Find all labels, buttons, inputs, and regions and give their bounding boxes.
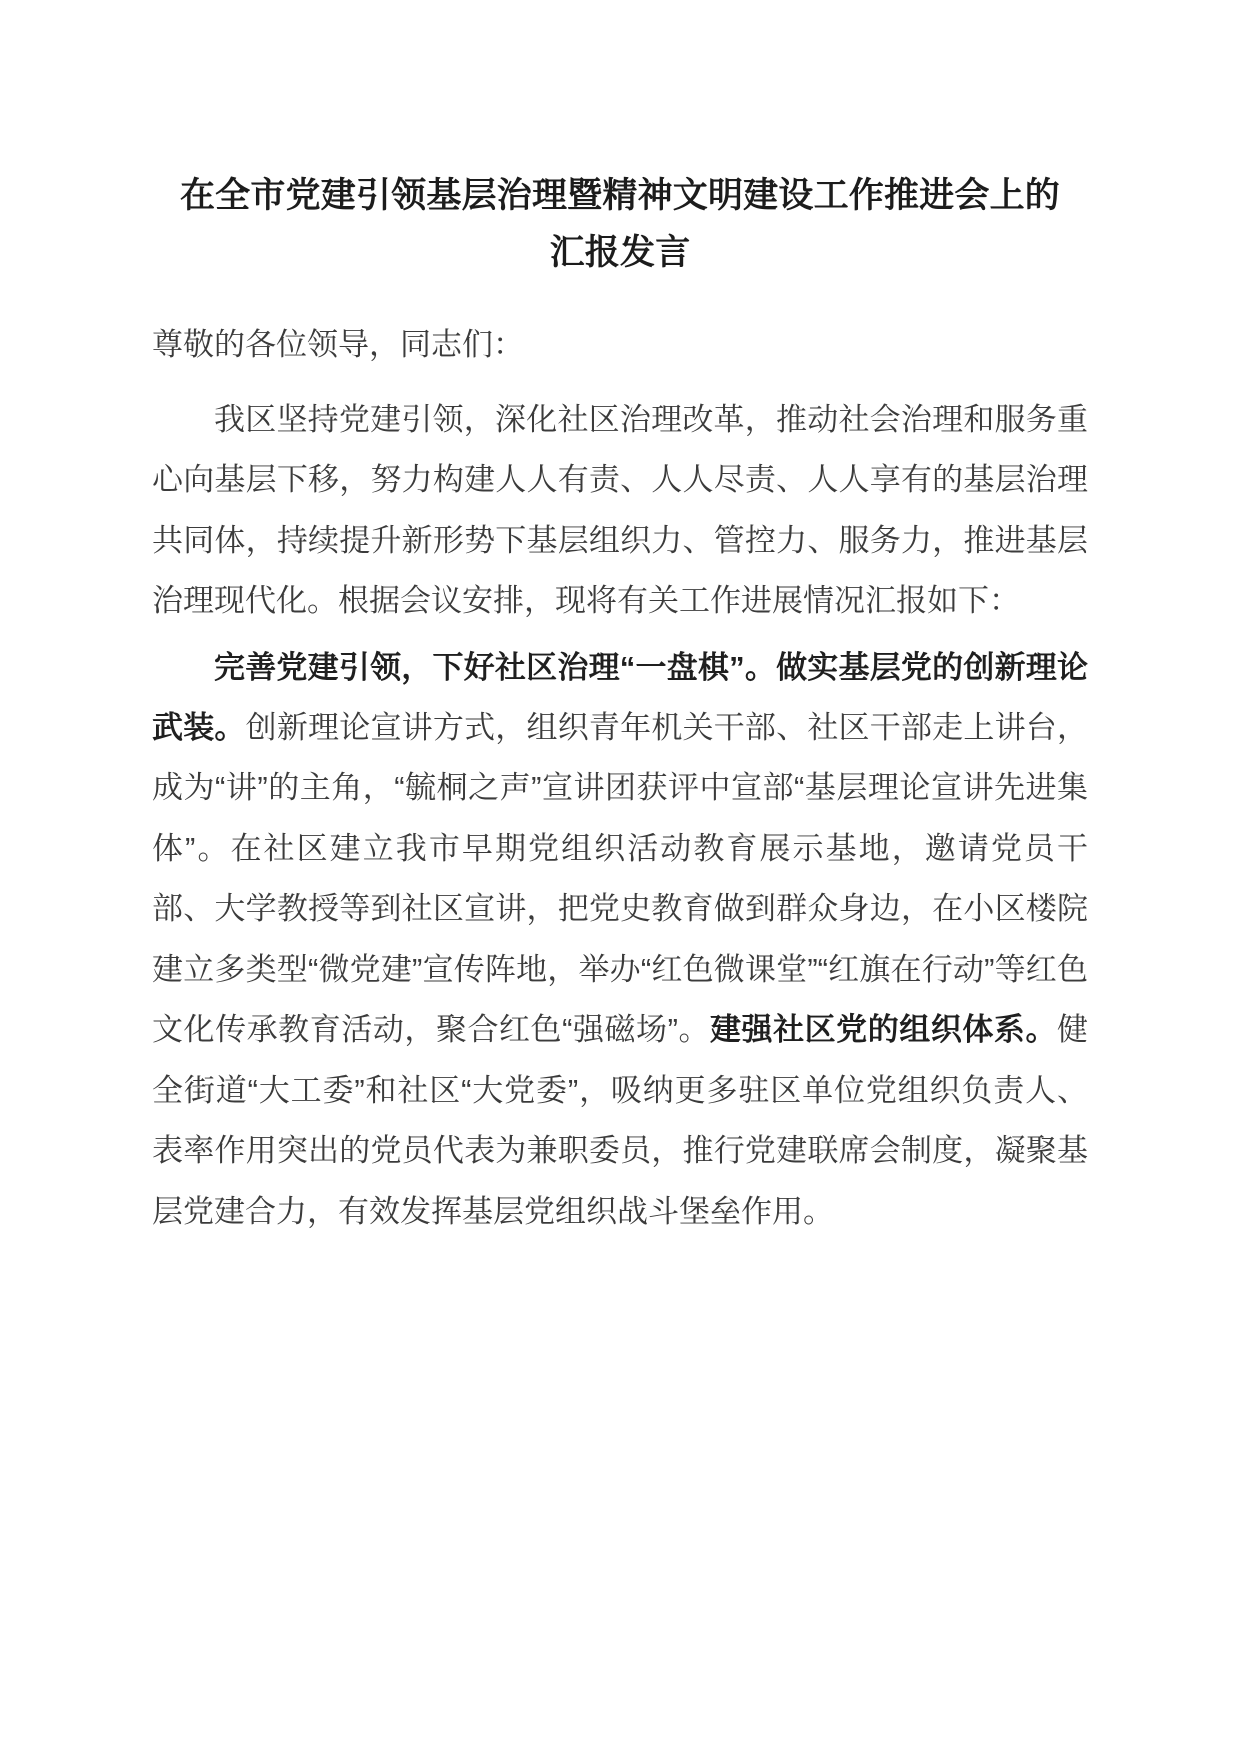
bold-heading-run: 完善党建引领，下好社区治理“一盘棋”。做实基层党的创新理论武装。 — [152, 649, 1088, 745]
text-run: 创新理论宣讲方式，组织青年机关干部、社区干部走上讲台，成为“讲”的主角，“毓桐之声”宣讲团获评中宣部“基层理论宣讲先进集体”。在社区建立我市早期党组织活动教育展示基地，邀请党员干部、大学教授等到社区宣讲，把党史教育做到群众身边，在小区楼院建立多类型“微党建”宣传阵地，举办“红色微课堂”“红旗在行动”等红色文化传承教育活动，聚合红色“强磁场”。 — [152, 710, 1089, 1048]
paragraph-section-one — [152, 638, 1088, 1242]
text-run: 我区坚持党建引领，深化社区治理改革，推动社会治理和服务重心向基层下移，努力构建人人有责、人人尽责、人人享有的基层治理共同体，持续提升新形势下基层组织力、管控力、服务力，推进基层治理现代化。根据会议安排，现将有关工作进展情况汇报如下： — [152, 401, 1088, 619]
page-title-line-1: 在全市党建引领基层治理暨精神文明建设工作推进会上的 — [179, 176, 1060, 215]
bold-heading-run: 建强社区党的组织体系。 — [710, 1012, 1057, 1048]
paragraph-intro — [152, 390, 1088, 632]
page-title-line-2: 汇报发言 — [549, 232, 691, 272]
text-run: 健全街道“大工委”和社区“大党委”，吸纳更多驻区单位党组织负责人、表率作用突出的党员代表为兼职委员，推行党建联席会制度，凝聚基层党建合力，有效发挥基层党组织战斗堡垒作用。 — [152, 1012, 1088, 1229]
page-title — [152, 168, 1088, 281]
salutation-line: 尊敬的各位领导，同志们： — [152, 327, 524, 363]
